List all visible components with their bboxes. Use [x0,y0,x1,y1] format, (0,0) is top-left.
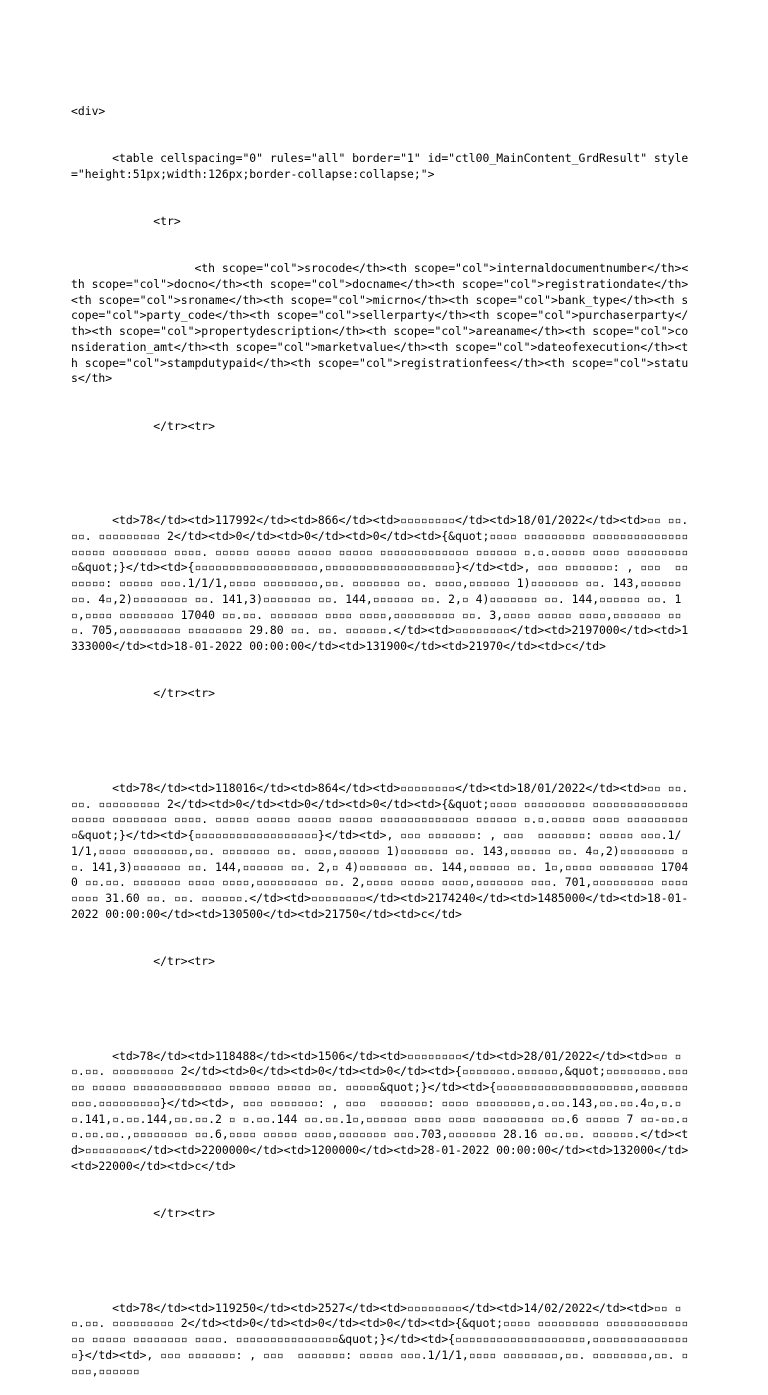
code-line-record-117992: <td>78</td><td>117992</td><td>866</td><td>▫▫▫▫▫▫▫▫</td><td>18/01/2022</td><td>▫▫ ▫▫.▫▫. ▫▫▫▫▫▫▫▫▫ 2</td><td>0</td><td>0</td><td>0</td><td>{&quot;▫▫▫▫ ▫▫▫▫▫▫▫▫▫ ▫▫▫▫▫▫▫▫▫▫▫▫▫▫ ▫▫▫▫▫ ▫▫▫▫▫▫▫▫ ▫▫▫▫. ▫▫▫▫▫ ▫▫▫▫▫ ▫▫▫▫▫ ▫▫▫▫▫ ▫▫▫▫▫▫▫▫▫▫▫▫▫ ▫▫▫▫▫▫ ▫.▫.▫▫▫▫▫ ▫▫▫▫ ▫▫▫▫▫▫▫▫▫▫&quot;}</td><td>{▫▫▫▫▫▫▫▫▫▫▫▫▫▫▫▫▫▫,▫▫▫▫▫▫▫▫▫▫▫▫▫▫▫▫▫▫▫}</td><td>, ▫▫▫ ▫▫▫▫▫▫▫: , ▫▫▫ ▫▫▫▫▫▫▫: ▫▫▫▫▫ ▫▫▫.1/1/1,▫▫▫▫ ▫▫▫▫▫▫▫▫,▫▫. ▫▫▫▫▫▫▫ ▫▫. ▫▫▫▫,▫▫▫▫▫▫ 1)▫▫▫▫▫▫▫ ▫▫. 143,▫▫▫▫▫▫ ▫▫. 4▫,2)▫▫▫▫▫▫▫▫ ▫▫. 141,3)▫▫▫▫▫▫▫ ▫▫. 144,▫▫▫▫▫▫ ▫▫. 2,▫ 4)▫▫▫▫▫▫▫ ▫▫. 144,▫▫▫▫▫▫ ▫▫. 1▫,▫▫▫▫ ▫▫▫▫▫▫▫▫ 17040 ▫▫.▫▫. ▫▫▫▫▫▫▫ ▫▫▫▫ ▫▫▫▫,▫▫▫▫▫▫▫▫▫ ▫▫. 3,▫▫▫▫ ▫▫▫▫▫ ▫▫▫▫,▫▫▫▫▫▫▫ ▫▫▫. 705,▫▫▫▫▫▫▫▫▫ ▫▫▫▫▫▫▫▫ 29.80 ▫▫. ▫▫. ▫▫▫▫▫▫.</td><td>▫▫▫▫▫▫▫▫</td><td>2197000</td><td>1333000</td><td>18-01-2022 00:00:00</td><td>131900</td><td>21970</td><td>c</td> [71,513,696,653]
code-line-blank [71,466,691,482]
code-line-row-separator: </tr><tr> [71,954,216,968]
code-line-blank [71,1001,691,1017]
code-line-record-118488: <td>78</td><td>118488</td><td>1506</td><td>▫▫▫▫▫▫▫▫</td><td>28/01/2022</td><td>▫▫ ▫▫.▫▫. ▫▫▫▫▫▫▫▫▫ 2</td><td>0</td><td>0</td><td>0</td><td>{▫▫▫▫▫▫▫.▫▫▫▫▫▫,&quot;▫▫▫▫▫▫▫▫.▫▫▫▫▫ ▫▫▫▫▫ ▫▫▫▫▫▫▫▫▫▫▫▫▫ ▫▫▫▫▫▫ ▫▫▫▫▫ ▫▫. ▫▫▫▫▫&quot;}</td><td>{▫▫▫▫▫▫▫▫▫▫▫▫▫▫▫▫▫▫▫▫,▫▫▫▫▫▫▫▫▫▫.▫▫▫▫▫▫▫▫▫}</td><td>, ▫▫▫ ▫▫▫▫▫▫▫: , ▫▫▫ ▫▫▫▫▫▫▫: ▫▫▫▫ ▫▫▫▫▫▫▫▫,▫.▫▫.143,▫▫.▫▫.4▫,▫.▫▫.141,▫.▫▫.144,▫▫.▫▫.2 ▫ ▫.▫▫.144 ▫▫.▫▫.1▫,▫▫▫▫▫▫ ▫▫▫▫ ▫▫▫▫ ▫▫▫▫▫▫▫▫▫ ▫▫.6 ▫▫▫▫▫ 7 ▫▫-▫▫.▫▫.▫▫.▫▫.,▫▫▫▫▫▫▫▫ ▫▫.6,▫▫▫▫ ▫▫▫▫▫ ▫▫▫▫,▫▫▫▫▫▫▫ ▫▫▫.703,▫▫▫▫▫▫▫ 28.16 ▫▫.▫▫. ▫▫▫▫▫▫.</td><td>▫▫▫▫▫▫▫▫</td><td>2200000</td><td>1200000</td><td>28-01-2022 00:00:00</td><td>132000</td><td>22000</td><td>c</td> [71,1048,689,1173]
code-line-blank [71,734,691,750]
code-line-row-separator: </tr><tr> [71,418,216,433]
code-line-row-separator: </tr><tr> [71,1206,216,1220]
code-line-row-separator: </tr><tr> [71,686,216,701]
html-source-document [71,72,696,1395]
code-line-header-cells: <th scope="col">srocode</th><th scope="col">internaldocumentnumber</th><th scope="col">docno</th><th scope="col">docname</th><th scope="col">registrationdate</th><th scope="col">sroname</th><th scope="col">micrno</th><th scope="col">bank_type</th><th scope="col">party_code</th><th scope="col">sellerparty</th><th scope="col">purchaserparty</th><th scope="col">propertydescription</th><th scope="col">areaname</th><th scope="col">consideration_amt</th><th scope="col">marketvalue</th><th scope="col">dateofexecution</th><th scope="col">stampdutypaid</th><th scope="col">registrationfees</th><th scope="col">status</th> [71,261,689,386]
code-line-tr-open: <tr> [71,213,181,228]
code-line-record-119250: <td>78</td><td>119250</td><td>2527</td><td>▫▫▫▫▫▫▫▫</td><td>14/02/2022</td><td>▫▫ ▫▫.▫▫. ▫▫▫▫▫▫▫▫▫ 2</td><td>0</td><td>0</td><td>0</td><td>{&quot;▫▫▫▫ ▫▫▫▫▫▫▫▫▫ ▫▫▫▫▫▫▫▫▫▫▫▫▫▫ ▫▫▫▫▫ ▫▫▫▫▫▫▫▫ ▫▫▫▫. ▫▫▫▫▫▫▫▫▫▫▫▫▫▫▫&quot;}</td><td>{▫▫▫▫▫▫▫▫▫▫▫▫▫▫▫▫▫▫▫,▫▫▫▫▫▫▫▫▫▫▫▫▫▫▫}</td><td>, ▫▫▫ ▫▫▫▫▫▫▫: , ▫▫▫ ▫▫▫▫▫▫▫: ▫▫▫▫▫ ▫▫▫.1/1/1,▫▫▫▫ ▫▫▫▫▫▫▫▫,▫▫. ▫▫▫▫▫▫▫▫,▫▫. ▫▫▫▫,▫▫▫▫▫▫ [71,1300,689,1378]
code-line-blank [71,1253,691,1269]
code-line-div-open: <div> [71,103,106,118]
code-line-table-open: <table cellspacing="0" rules="all" border="1" id="ctl00_MainContent_GrdResult" style="height:51px;width:126px;border-collapse:collapse;"> [71,150,689,181]
code-line-record-118016: <td>78</td><td>118016</td><td>864</td><td>▫▫▫▫▫▫▫▫</td><td>18/01/2022</td><td>▫▫ ▫▫.▫▫. ▫▫▫▫▫▫▫▫▫ 2</td><td>0</td><td>0</td><td>0</td><td>{&quot;▫▫▫▫ ▫▫▫▫▫▫▫▫▫ ▫▫▫▫▫▫▫▫▫▫▫▫▫▫ ▫▫▫▫▫ ▫▫▫▫▫▫▫▫ ▫▫▫▫. ▫▫▫▫▫ ▫▫▫▫▫ ▫▫▫▫▫ ▫▫▫▫▫ ▫▫▫▫▫▫▫▫▫▫▫▫▫ ▫▫▫▫▫▫ ▫.▫.▫▫▫▫▫ ▫▫▫▫ ▫▫▫▫▫▫▫▫▫▫&quot;}</td><td>{▫▫▫▫▫▫▫▫▫▫▫▫▫▫▫▫▫▫}</td><td>, ▫▫▫ ▫▫▫▫▫▫▫: , ▫▫▫ ▫▫▫▫▫▫▫: ▫▫▫▫▫ ▫▫▫.1/1/1,▫▫▫▫ ▫▫▫▫▫▫▫▫,▫▫. ▫▫▫▫▫▫▫ ▫▫. ▫▫▫▫,▫▫▫▫▫▫ 1)▫▫▫▫▫▫▫ ▫▫. 143,▫▫▫▫▫▫ ▫▫. 4▫,2)▫▫▫▫▫▫▫▫ ▫▫. 141,3)▫▫▫▫▫▫▫ ▫▫. 144,▫▫▫▫▫▫ ▫▫. 2,▫ 4)▫▫▫▫▫▫▫ ▫▫. 144,▫▫▫▫▫▫ ▫▫. 1▫,▫▫▫▫ ▫▫▫▫▫▫▫▫ 17040 ▫▫.▫▫. ▫▫▫▫▫▫▫ ▫▫▫▫ ▫▫▫▫,▫▫▫▫▫▫▫▫▫ ▫▫. 2,▫▫▫▫ ▫▫▫▫▫ ▫▫▫▫,▫▫▫▫▫▫▫ ▫▫▫. 701,▫▫▫▫▫▫▫▫▫ ▫▫▫▫▫▫▫▫ 31.60 ▫▫. ▫▫. ▫▫▫▫▫▫.</td><td>▫▫▫▫▫▫▫▫</td><td>2174240</td><td>1485000</td><td>18-01-2022 00:00:00</td><td>130500</td><td>21750</td><td>c</td> [71,780,696,921]
